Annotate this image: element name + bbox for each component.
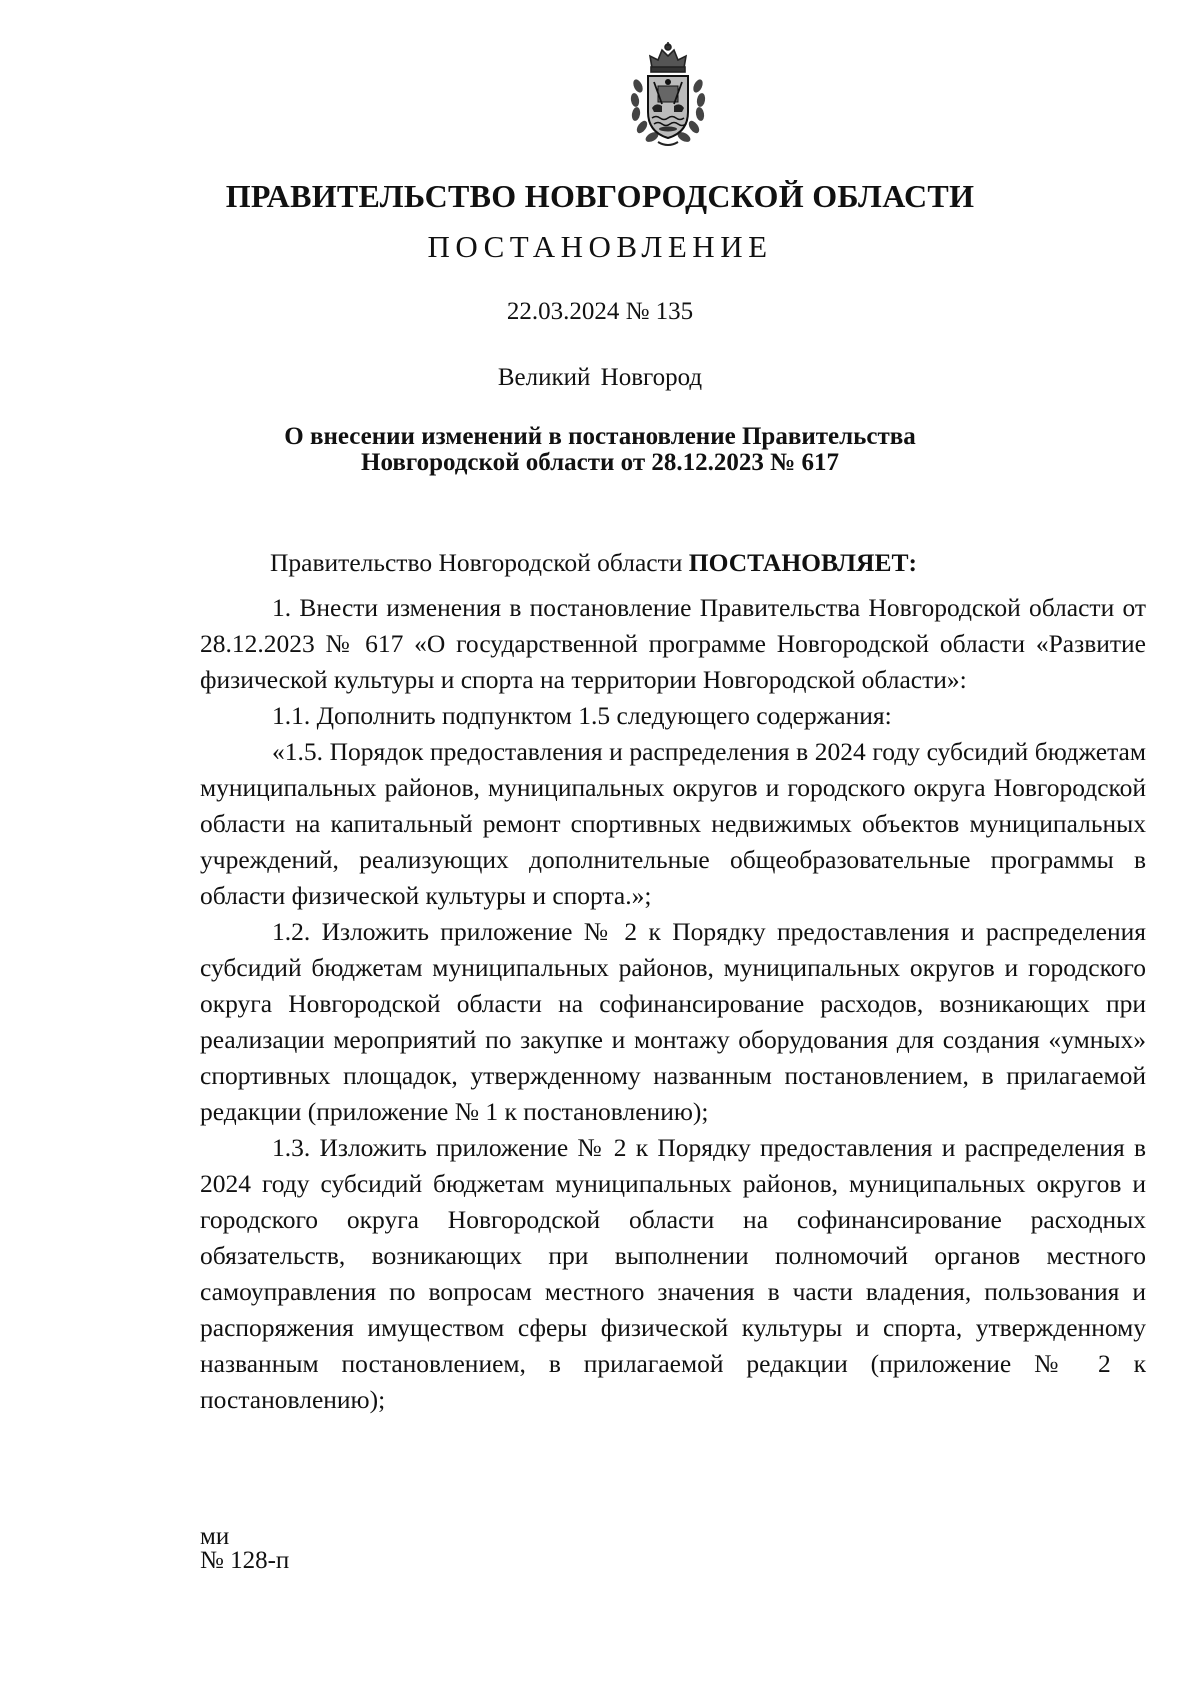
paragraph-1-1: 1.1. Дополнить подпунктом 1.5 следующего содержания: <box>272 701 892 730</box>
preamble <box>200 545 1146 581</box>
document-city: Великий Новгород <box>497 364 703 391</box>
paragraph-1: 1. Внести изменения в постановление Правительства Новгородской области от 28.12.2023 № 617 «О государственной программе Новгородской области «Развитие физической культуры и спорта на территории Новгородской области»: <box>200 593 1146 694</box>
footer-initials: ми <box>200 1523 230 1550</box>
preamble-decision: ПОСТАНОВЛЯЕТ: <box>688 548 917 577</box>
document-date-number: 22.03.2024 № 135 <box>506 298 694 325</box>
coat-of-arms-icon <box>628 42 708 148</box>
subject-line-2: Новгородской области от 28.12.2023 № 617 <box>361 449 839 476</box>
footer-registration-number: № 128-п <box>200 1547 290 1574</box>
document-footer <box>200 1525 289 1573</box>
document-subject <box>0 424 1200 476</box>
paragraph-1-2: 1.2. Изложить приложение № 2 к Порядку предоставления и распределения субсидий бюджетам муниципальных районов, муниципальных округов и городского округа Новгородской области на софинансирование расходов, возникающих при реализации мероприятий по закупке и монтажу оборудования для создания «умных» спортивных площадок, утвержденному названным постановлением, в прилагаемой редакции (приложение № 1 к постановлению); <box>200 917 1146 1126</box>
government-title: ПРАВИТЕЛЬСТВО НОВГОРОДСКОЙ ОБЛАСТИ <box>225 178 975 214</box>
document-body <box>200 545 1146 1418</box>
paragraph-1-5-quote: «1.5. Порядок предоставления и распределения в 2024 году субсидий бюджетам муниципальных районов, муниципальных округов и городского округа Новгородской области на капитальный ремонт спортивных недвижимых объектов муниципальных учреждений, реализующих дополнительные общеобразовательные программы в области физической культуры и спорта.»; <box>200 737 1146 910</box>
preamble-text: Правительство Новгородской области <box>270 548 689 577</box>
document-type: ПОСТАНОВЛЕНИЕ <box>427 229 773 264</box>
paragraph-1-3: 1.3. Изложить приложение № 2 к Порядку предоставления и распределения в 2024 году субсидий бюджетам муниципальных районов, муниципальных округов и городского округа Новгородской области на софинансирование расходных обязательств, возникающих при выполнении полномочий органов местного самоуправления по вопросам местного значения в части владения, пользования и распоряжения имуществом сферы физической культуры и спорта, утвержденному названным постановлением, в прилагаемой редакции (приложение № 2 к постановлению); <box>200 1133 1146 1414</box>
subject-line-1: О внесении изменений в постановление Правительства <box>284 423 916 450</box>
